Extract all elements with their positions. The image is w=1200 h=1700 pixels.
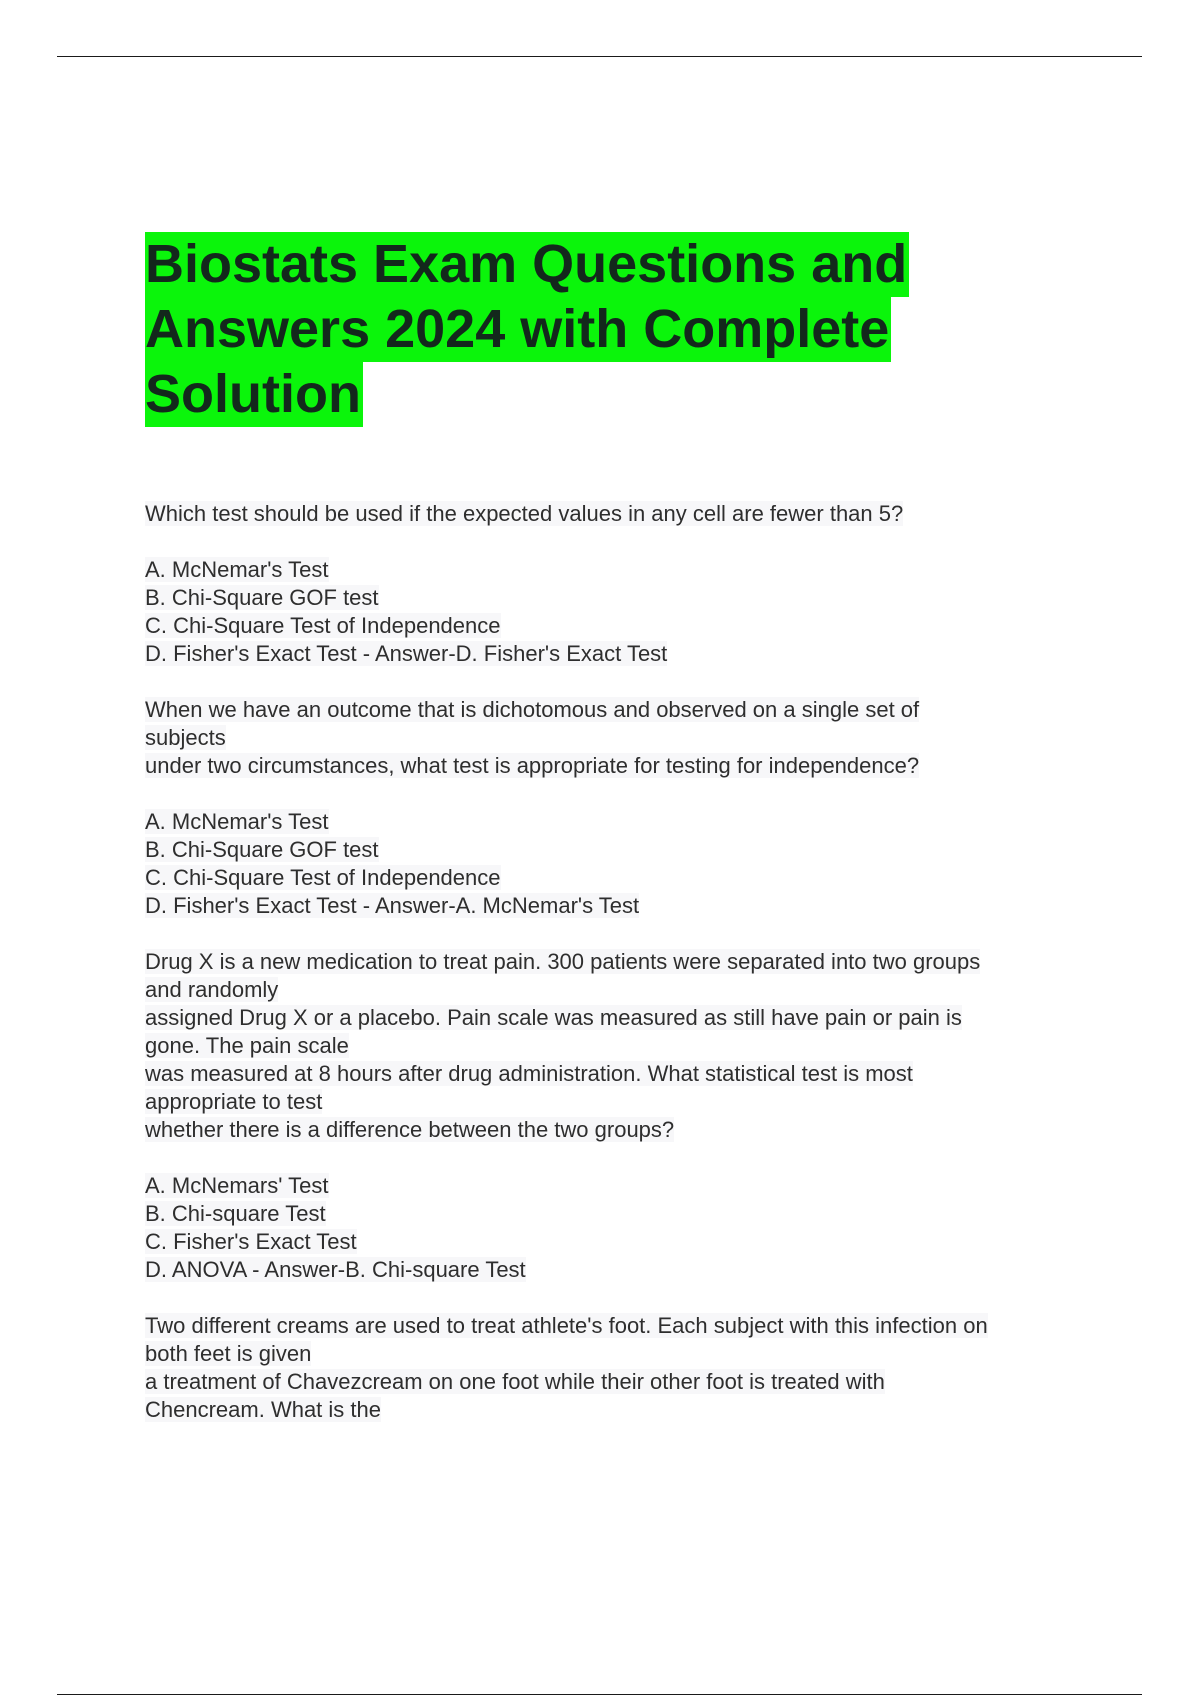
document-body [145, 232, 1095, 1424]
stem-line: When we have an outcome that is dichotomous and observed on a single set of [145, 697, 920, 722]
header-rule [57, 56, 1142, 57]
question-block [145, 1312, 1095, 1424]
title-line-1: Biostats Exam Questions and [145, 232, 909, 297]
option-c: C. Chi-Square Test of Independence [145, 613, 501, 638]
option-a: A. McNemars' Test [145, 1173, 329, 1198]
option-b: B. Chi-Square GOF test [145, 585, 379, 610]
stem-line: Which test should be used if the expected values in any cell are fewer than 5? [145, 501, 904, 526]
stem-line: appropriate to test [145, 1089, 323, 1114]
stem-line: Two different creams are used to treat athlete's foot. Each subject with this infection on [145, 1313, 988, 1338]
option-c: C. Chi-Square Test of Independence [145, 865, 501, 890]
option-b: B. Chi-square Test [145, 1201, 326, 1226]
stem-line: assigned Drug X or a placebo. Pain scale was measured as still have pain or pain is [145, 1005, 962, 1030]
stem-line: and randomly [145, 977, 279, 1002]
stem-line: was measured at 8 hours after drug administration. What statistical test is most [145, 1061, 913, 1086]
question-block [145, 948, 1095, 1284]
question-stem [145, 500, 1095, 528]
answer-options [145, 808, 1095, 920]
option-d-with-answer: D. Fisher's Exact Test - Answer-D. Fisher's Exact Test [145, 641, 668, 666]
question-stem [145, 1312, 1095, 1424]
stem-line: Drug X is a new medication to treat pain. 300 patients were separated into two groups [145, 949, 981, 974]
question-list [145, 500, 1095, 1424]
option-a: A. McNemar's Test [145, 557, 329, 582]
option-d-with-answer: D. ANOVA - Answer-B. Chi-square Test [145, 1257, 526, 1282]
title-line-3: Solution [145, 362, 363, 427]
title-line-2: Answers 2024 with Complete [145, 297, 891, 362]
question-block [145, 500, 1095, 668]
option-c: C. Fisher's Exact Test [145, 1229, 357, 1254]
question-stem [145, 696, 1095, 780]
answer-options [145, 556, 1095, 668]
question-stem [145, 948, 1095, 1144]
question-block [145, 696, 1095, 920]
footer-rule [57, 1694, 1142, 1695]
stem-line: a treatment of Chavezcream on one foot while their other foot is treated with [145, 1369, 885, 1394]
stem-line: gone. The pain scale [145, 1033, 349, 1058]
stem-line: both feet is given [145, 1341, 312, 1366]
stem-line: under two circumstances, what test is appropriate for testing for independence? [145, 753, 920, 778]
stem-line: subjects [145, 725, 226, 750]
option-a: A. McNemar's Test [145, 809, 329, 834]
option-d-with-answer: D. Fisher's Exact Test - Answer-A. McNemar's Test [145, 893, 640, 918]
stem-line: Chencream. What is the [145, 1397, 381, 1422]
stem-line: whether there is a difference between the two groups? [145, 1117, 675, 1142]
document-title [145, 232, 1095, 427]
answer-options [145, 1172, 1095, 1284]
option-b: B. Chi-Square GOF test [145, 837, 379, 862]
